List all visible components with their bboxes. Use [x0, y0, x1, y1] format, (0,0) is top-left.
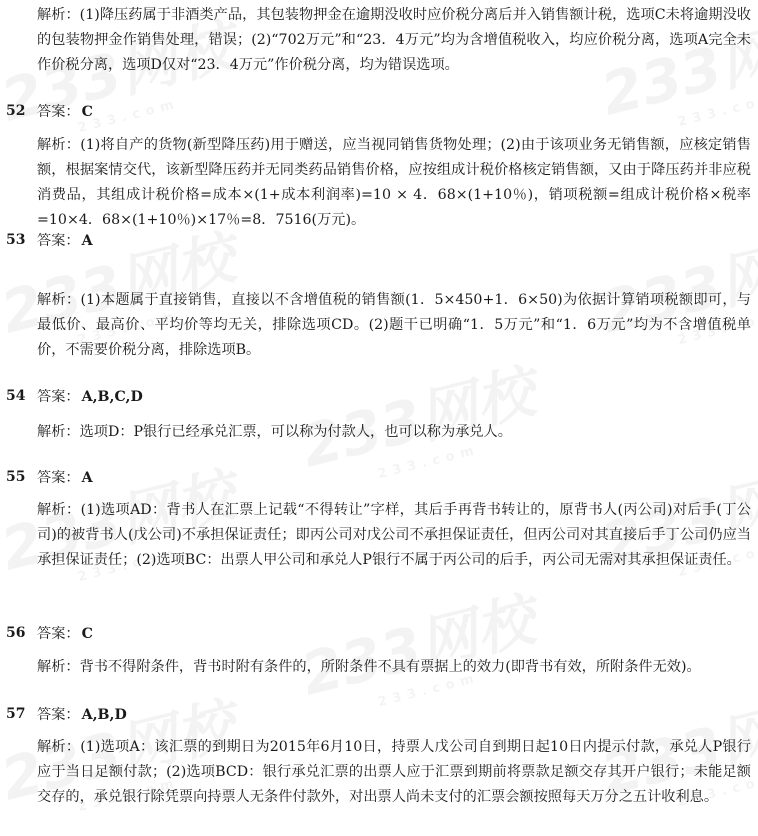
question-number: 54 — [6, 387, 26, 404]
explanation-paragraph: 解析：(1)本题属于直接销售，直接以不含增值税的销售额(1．5×450+1．6×50)为依据计算销项税额即可，与最低价、最高价、平均价等均无关，排除选项CD。(2)题干已明确“1．5万元”和“1．6万元”均为不含增值税单价，不需要价税分离，排除选项B。 — [37, 292, 751, 358]
explanation-paragraph: 解析：选项D：P银行已经承兑汇票，可以称为付款人，也可以称为承兑人。 — [37, 424, 512, 440]
answer-row — [0, 620, 758, 645]
question-number: 52 — [6, 102, 26, 119]
answer-label: 答案： — [37, 232, 80, 249]
answer-value: C — [81, 103, 93, 120]
explanation-paragraph: 解析：(1)降压药属于非酒类产品，其包装物押金在逾期没收时应价税分离后并入销售额计税，选项C未将逾期没收的包装物押金作销售处理，错误；(2)“702万元”和“23．4万元”均为含增值税收入，均应价税分离，选项A完全未作价税分离，选项D仅对“23．4万元”作价税分离，均为错误选项。 — [37, 7, 751, 73]
question-number: 57 — [6, 705, 26, 722]
answer-label: 答案： — [37, 469, 80, 486]
answer-value: C — [81, 625, 93, 642]
answer-value: A,B,C,D — [81, 388, 143, 405]
answer-row — [0, 227, 758, 252]
answer-line — [37, 467, 93, 487]
answer-value: A,B,D — [81, 706, 127, 723]
explanation-paragraph: 解析：(1)选项AD：背书人在汇票上记载“不得转让”字样，其后手再背书转让的，原背书人(丙公司)对后手(丁公司)的被背书人(戊公司)不承担保证责任；即丙公司对戊公司不承担保证责任，但丙公司对其直接后手丁公司仍应当承担保证责任；(2)选项BC：出票人甲公司和承兑人P银行不属于丙公司的后手，丙公司无需对其承担保证责任。 — [37, 502, 751, 568]
explanation-paragraph: 解析：背书不得附条件，背书时附有条件的，所附条件不具有票据上的效力(即背书有效，所附条件无效)。 — [37, 659, 701, 675]
answer-line — [37, 230, 93, 250]
question-number: 55 — [6, 468, 26, 485]
answer-row — [0, 701, 758, 726]
answer-row — [0, 383, 758, 408]
answer-label: 答案： — [37, 388, 80, 405]
answer-label: 答案： — [37, 103, 80, 120]
answer-line — [37, 386, 143, 406]
answer-row — [0, 464, 758, 489]
answer-line — [37, 101, 93, 121]
answer-label: 答案： — [37, 625, 80, 642]
answer-line — [37, 704, 127, 724]
explanation-paragraph: 解析：(1)将自产的货物(新型降压药)用于赠送，应当视同销售货物处理；(2)由于该项业务无销售额，应核定销售额，根据案情交代，该新型降压药并无同类药品销售价格，应按组成计税价格核定销售额，又由于降压药并非应税消费品，其组成计税价格=成本×(1+成本利润率)=10 × 4．68×(1+10％)，销项税额=组成计税价格×税率=10×4．68×(1+10％)×17％=8．7516(万元)。 — [37, 137, 751, 228]
question-number: 56 — [6, 624, 26, 641]
answer-value: A — [81, 469, 93, 486]
answer-line — [37, 623, 93, 643]
answer-value: A — [81, 232, 93, 249]
answer-row — [0, 98, 758, 123]
answer-label: 答案： — [37, 706, 80, 723]
question-number: 53 — [6, 231, 26, 248]
explanation-paragraph: 解析：(1)选项A：该汇票的到期日为2015年6月10日，持票人戊公司自到期日起10日内提示付款，承兑人P银行应于当日足额付款；(2)选项BCD：银行承兑汇票的出票人应于汇票到期前将票款足额交存其开户银行；未能足额交存的，承兑银行除凭票向持票人无条件付款外，对出票人尚未支付的汇票会额按照每天万分之五计收利息。 — [37, 739, 751, 805]
